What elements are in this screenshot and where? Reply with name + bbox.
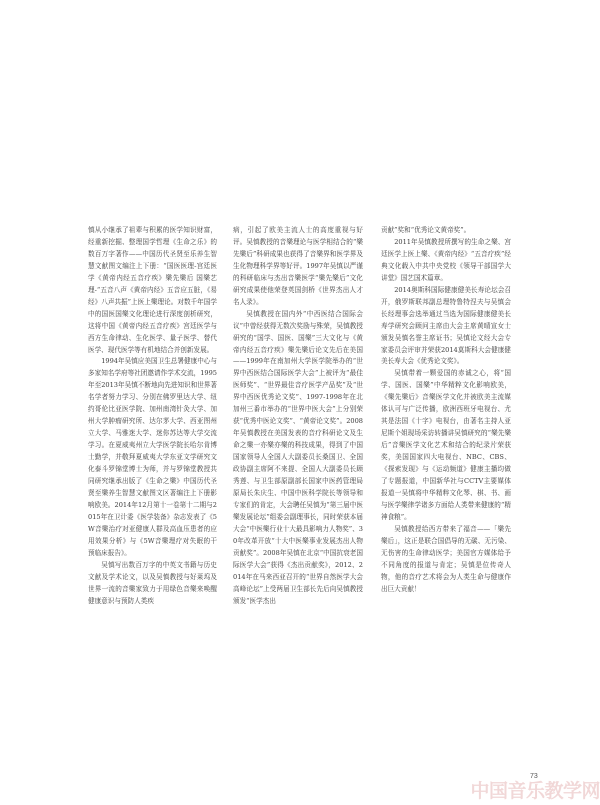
paragraph: 慎从小继承了祖辈与积累的医学知识财富，经重新挖掘、整理国学哲理《生命之乐》的数百万字著作——中国历代圣贤至乐养生智慧文献图文编注上下册：“国医医理-宫廷医学《黄帝内经五音疗疾》樂先樂后 国樂艺理-“五音八声《黄帝内经》五音应五脏，《易经》八声共振”上医上樂理论。对数千年国学中的国医国樂文化理论进行深度剖析研究，这将中国《黄帝内经五音疗疾》宫廷医学与西方生命律动、生化医学、量子医学、替代医学、现代医学等有机地结合并创新发展。	[88, 226, 217, 354]
paragraph: 吴慎教授给西方带来了福音——「樂先樂后」，这正是联合国倡导的无碳、无污染、无伤害的生命律动医学；美国官方媒体给予不同角度的报道与肯定；吴慎是位传奇人物，他的音疗艺术将会为人类生命与健康作出巨大贡献！	[381, 524, 511, 593]
paragraph: 吴慎带着一颗爱国的赤诚之心，将“国学、国医、国樂”中华精粹文化影响欧美，《樂先樂后》音樂医学文化并被欧美主流媒体认可与广泛传播，欧洲西班牙电视台、尤其是法国《十字》电视台，由著名主持人亚尼斯个姐现场采访转播讲吴慎研究的“樂先樂后”音樂医学文化艺术和结合的纪录片荣获奖，美国国家四大电视台、NBC、CBS、《探索发现》与《运动频道》健康主播均做了专题报道，中国新华社与CCTV主要媒体报道一吴慎将中华精粹文化琴、棋、书、画与医学樂律学诸多方面给人类带来健康的“精神食粮”。	[381, 369, 511, 521]
paragraph: 1994年吴慎应美国卫生总署健康中心与多家知名学府等社团邀请作学术交流，1995年至2013年吴慎不断地向先进知识和世界著名学者努力学习、分别在佛罗里达大学、纽约哥伦比亚医学院、加州南湾针灸大学、加州大学肿瘤研究所、达尔茅大学、西亚图州立大学、马雅迷大学、迷你苏达等大学交流学习。在夏威夷州立大学医学院长哈尔肯博士勤学，并敬拜夏威夷大学东亚文学研究文化泰斗罗锦堂博士为师，并与罗锦堂教授共同研究继承出版了《生命之樂》中国历代圣贤至樂养生智慧文献图文区著编注上下册影响欧美。2014年12月第十一卷第十二期与2015年在卫计委《医学装备》杂志发表了《5W音樂治疗对亚健康人群及高血压患者的应用效果分析》与《5W音樂理疗对失眠的干预临床报告》。	[88, 357, 217, 557]
article-column-left	[88, 225, 217, 765]
paragraph: 吴慎写出数百万字的中英文书籍与历史文献及学术论文，以及吴慎教授与好莱坞及世界一流的音樂家致力于用绿色音樂来唤醒健康意识与预防人类疾	[88, 560, 217, 605]
paragraph: 2014奥斯科国际健康健美长寿论坛会召开，俄罗斯联邦副总理特鲁特涅夫与吴慎会长经理事会选举通过当选为国际健康健美长寿学研究会顾问主席由大会主席黄晴宣女士颁发吴慎名誉主席证书；吴慎论文经大会专家委员会评审并荣获2014莫斯科大会健康健美长寿大会《优秀论文奖》。	[381, 285, 511, 366]
paragraph: 吴慎教授在国内外“中西医结合国际会议”中曾经获得无数次奖励与殊荣，吴慎教授研究的“国学、国医、国樂”三大文化与《黄帝内经五音疗疾》樂先樂后论文先后在美国——1999年在南加州大学医学院举办的“世界中西医结合国际医学大会”上被评为“最佳医师奖”、“世界最佳音疗医学产品奖”及“世界中西医优秀论文奖”、1997-1998年在北加州三番市举办的“世界中医大会”上分别荣获“优秀中医论文奖”、“黄帝论文奖”。2008年吴慎教授在美国发表的音疗科研论文及生命之樂一亦樂亦樂的科技成果，得到了中国国家领导人全国人大副委员长桑国卫、全国政协副主席阿不来提、全国人大副委员长顾秀莲、与卫生部原副部长国家中医药管理局原局长朱庆生、中国中医科学院长等领导和专家们的肯定，大会聘任吴慎为“第三届中医樂发展论坛”组委会副理事长，同时荣获本届大会“中医樂行业十大最具影响力人物奖”、30年改革开放“十大中医樂事业发展杰出人物贡献奖”。2008年吴慎在北京“中国抗衰老国际医学大会”获得《杰出贡献奖》，2012、2014年在马来西亚召开的“世界自然医学大会高峰论坛”上受两届卫生部长先后向吴慎教授颁发“医学杰出	[233, 309, 363, 605]
paragraph: 病，引起了欧美主流人士的高度重视与好评。吴慎教授的音樂理论与医学相结合的“樂先樂后”科研成果也获得了音樂界和医学界及生化物理科学界等好评。1997年吴慎以严谨的科研临床与杰出音樂医学“樂先樂后”文化研究成果使他荣登英国剑桥《世界杰出人才名人录》。	[233, 226, 363, 306]
article-column-right	[381, 225, 511, 695]
page-number: 73	[530, 773, 538, 780]
watermark-logo: 中国音乐教学网	[470, 780, 600, 802]
paragraph: 2011年吴慎教授所撰写的生命之樂、宫廷医学上医上樂、《黄帝内经》“五音疗疾”经典文化载入中共中央党校《领导干部国学大讲堂》国艺国术篇章。	[381, 237, 511, 282]
paragraph: 贡献”奖和“优秀论文黄帝奖”。	[381, 226, 471, 234]
article-column-middle	[233, 225, 363, 695]
